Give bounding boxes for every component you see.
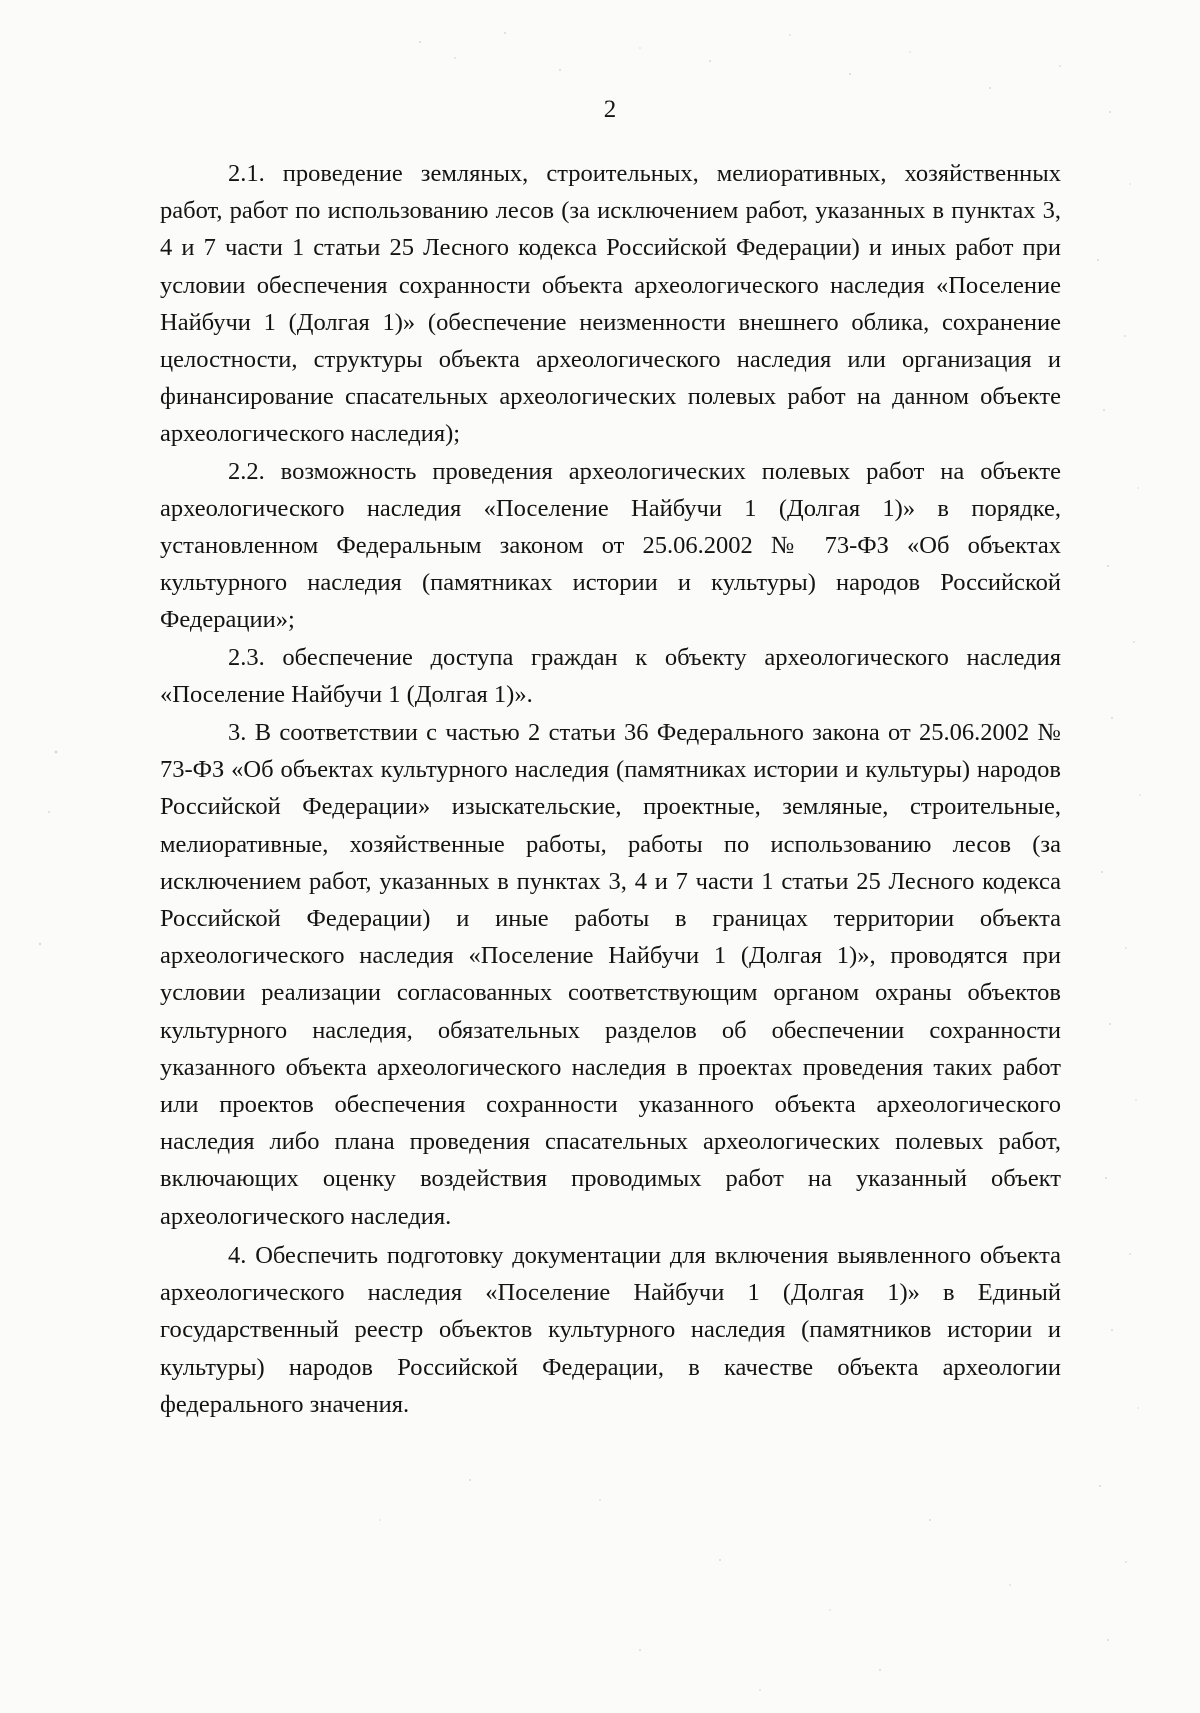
paragraph-2-2: 2.2. возможность проведения археологических полевых работ на объекте археологического наследия «Поселение Найбучи 1 (Долгая 1)» в порядке, установленном Федеральным законом от 25.06.2002 № 73-ФЗ «Об объектах культурного наследия (памятниках истории и культуры) народов Российской Федерации»; <box>160 457 1061 634</box>
paragraph-3: 3. В соответствии с частью 2 статьи 36 Федерального закона от 25.06.2002 № 73-ФЗ «Об объектах культурного наследия (памятниках истории и культуры) народов Российской Федерации» изыскательские, проектные, земляные, строительные, мелиоративные, хозяйственные работы, работы по использованию лесов (за исключением работ, указанных в пунктах 3, 4 и 7 части 1 статьи 25 Лесного кодекса Российской Федерации) и иные работы в границах территории объекта археологического наследия «Поселение Найбучи 1 (Долгая 1)», проводятся при условии реализации согласованных соответствующим органом охраны объектов культурного наследия, обязательных разделов об обеспечении сохранности указанного объекта археологического наследия в проектах проведения таких работ или проектов обеспечения сохранности указанного объекта археологического наследия либо плана проведения спасательных археологических полевых работ, включающих оценку воздействия проводимых работ на указанный объект археологического наследия. <box>160 719 1061 1230</box>
paragraph-2-3: 2.3. обеспечение доступа граждан к объекту археологического наследия «Поселение Найбучи 1 (Долгая 1)». <box>160 643 1061 708</box>
paragraph-4: 4. Обеспечить подготовку документации для включения выявленного объекта археологического наследия «Поселение Найбучи 1 (Долгая 1)» в Единый государственный реестр объектов культурного наследия (памятников истории и культуры) народов Российской Федерации, в качестве объекта археологии федерального значения. <box>160 1241 1061 1418</box>
document-body <box>160 155 1061 1423</box>
page-number: 2 <box>603 96 617 123</box>
paragraph-2-1: 2.1. проведение земляных, строительных, мелиоративных, хозяйственных работ, работ по использованию лесов (за исключением работ, указанных в пунктах 3, 4 и 7 части 1 статьи 25 Лесного кодекса Российской Федерации) и иных работ при условии обеспечения сохранности объекта археологического наследия «Поселение Найбучи 1 (Долгая 1)» (обеспечение неизменности внешнего облика, сохранение целостности, структуры объекта археологического наследия или организация и финансирование спасательных археологических полевых работ на данном объекте археологического наследия); <box>160 160 1061 448</box>
